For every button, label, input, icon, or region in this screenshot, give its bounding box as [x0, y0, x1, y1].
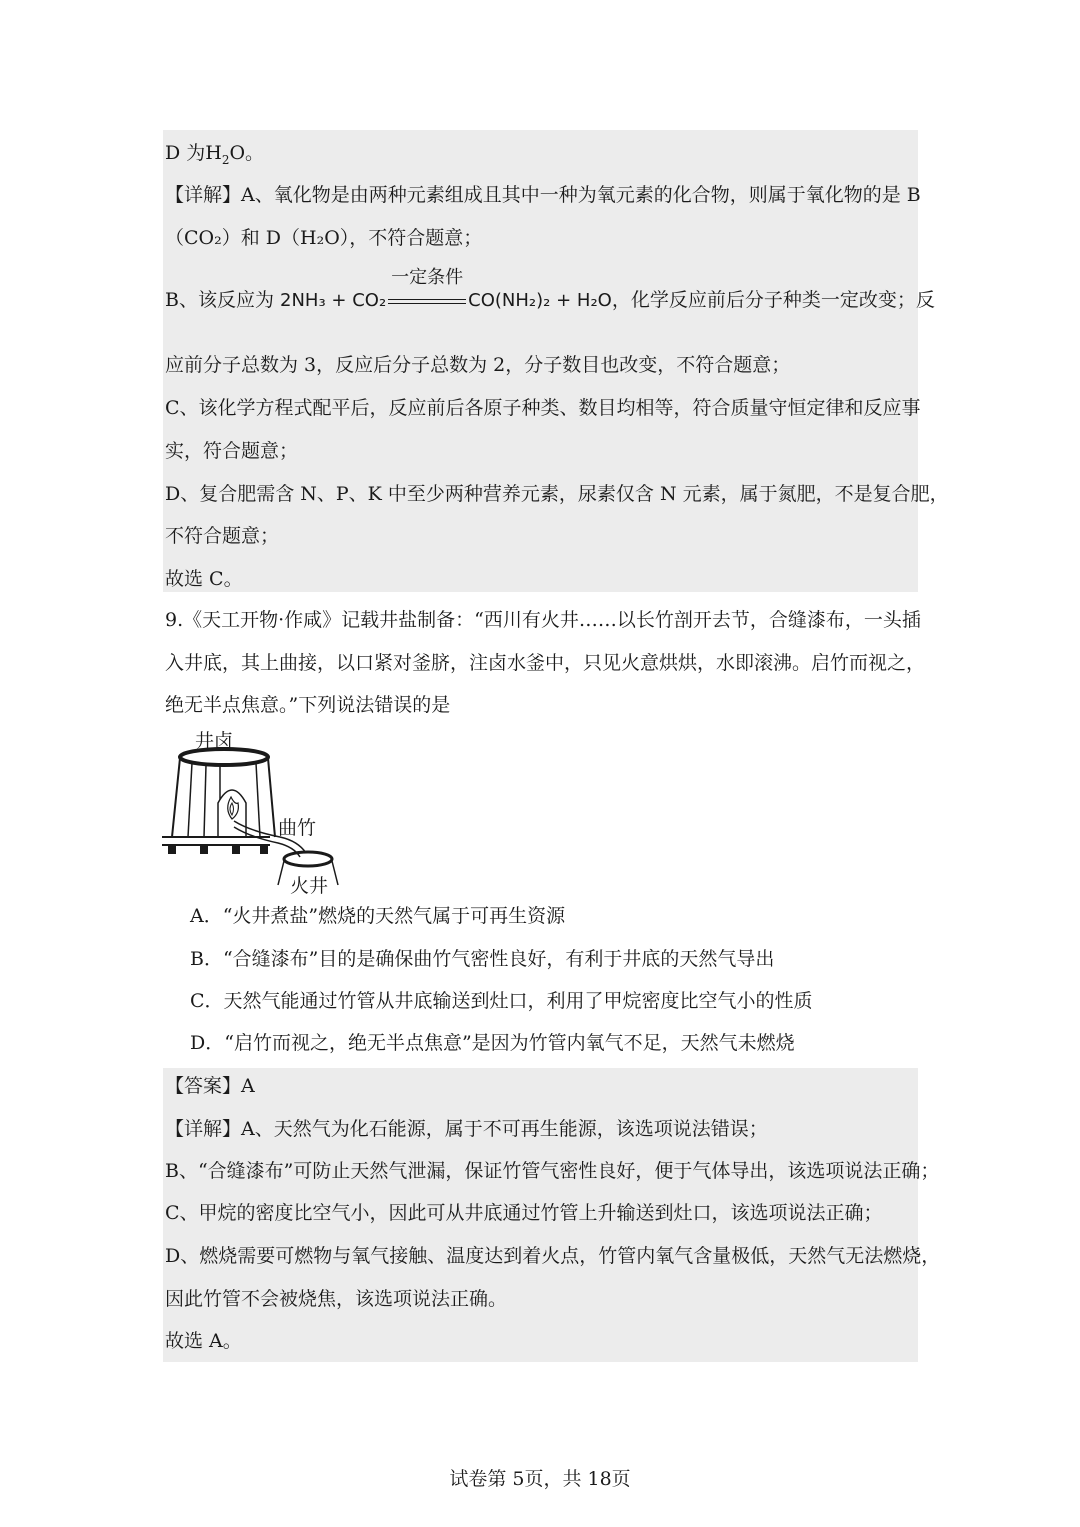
fire-well-label: 火井: [290, 875, 329, 897]
detail-c-line1: C、该化学方程式配平后，反应前后各原子种类、数目均相等，符合质量守恒定律和反应事: [165, 397, 921, 419]
option-b: B．“合缝漆布”目的是确保曲竹气密性良好，有利于井底的天然气导出: [190, 948, 775, 970]
brine-label: 井卤: [195, 730, 234, 752]
detail-line-3: C、甲烷的密度比空气小，因此可从井底通过竹管上升输送到灶口，该选项说法正确；: [165, 1202, 883, 1224]
option-c: C．天然气能通过竹管从井底输送到灶口，利用了甲烷密度比空气小的性质: [190, 990, 813, 1012]
detail-line-4: D、燃烧需要可燃物与氧气接触、温度达到着火点，竹管内氧气含量极低，天然气无法燃烧，: [165, 1245, 941, 1267]
reaction-equation-line: B、该反应为 2NH₃ + CO₂ 一定条件 CO(NH₂)₂ + H₂O，化学反应前后分子种类一定改变；反: [165, 267, 935, 311]
question-stem-line1: 9.《天工开物·作咸》记载井盐制备：“西川有火井……以长竹剖开去节，合缝漆布，一头插: [165, 609, 921, 631]
page-footer: 试卷第 5页，共 18页: [449, 1468, 631, 1490]
question-stem-line3: 绝无半点焦意。”下列说法错误的是: [165, 694, 451, 716]
detail-line-6: 故选 A。: [165, 1330, 242, 1352]
detail-line-2: B、“合缝漆布”可防止天然气泄漏，保证竹管气密性良好，便于气体导出，该选项说法正确；: [165, 1160, 940, 1182]
detail-c-line2: 实，符合题意；: [165, 440, 299, 462]
solution-line-d: D 为$H_2O$。: [165, 142, 265, 167]
salt-well-figure: [160, 725, 360, 895]
option-d: D．“启竹而视之，绝无半点焦意”是因为竹管内氧气不足，天然气未燃烧: [190, 1032, 795, 1054]
solution-choice: 故选 C。: [165, 568, 243, 590]
bamboo-label: 曲竹: [278, 817, 317, 839]
equation-products: CO(NH₂)₂ + H₂O: [468, 290, 612, 311]
answer-label: 【答案】A: [165, 1075, 255, 1097]
detail-d-line1: D、复合肥需含 N、P、K 中至少两种营养元素，尿素仅含 N 元素，属于氮肥，不是复合肥，: [165, 483, 949, 505]
equation-reactants: 2NH₃ + CO₂: [280, 290, 387, 311]
detail-a-line1: 【详解】A、氧化物是由两种元素组成且其中一种为氧元素的化合物，则属于氧化物的是 B: [165, 184, 921, 206]
salt-well-illustration: [160, 725, 360, 895]
equation-arrow: [388, 267, 466, 311]
option-a: A．“火井煮盐”燃烧的天然气属于可再生资源: [190, 905, 566, 927]
equation-condition: 一定条件: [391, 267, 464, 288]
detail-a-line2: （CO₂）和 D（H₂O），不符合题意；: [165, 227, 483, 249]
detail-line-5: 因此竹管不会被烧焦，该选项说法正确。: [165, 1288, 508, 1310]
question-stem-line2: 入井底，其上曲接，以口紧对釜脐，注卤水釜中，只见火意烘烘，水即滚沸。启竹而视之，: [165, 652, 926, 674]
detail-b-line2: 应前分子总数为 3，反应后分子总数为 2，分子数目也改变，不符合题意；: [165, 354, 791, 376]
detail-d-line2: 不符合题意；: [165, 525, 280, 547]
detail-line-1: 【详解】A、天然气为化石能源，属于不可再生能源，该选项说法错误；: [165, 1118, 768, 1140]
